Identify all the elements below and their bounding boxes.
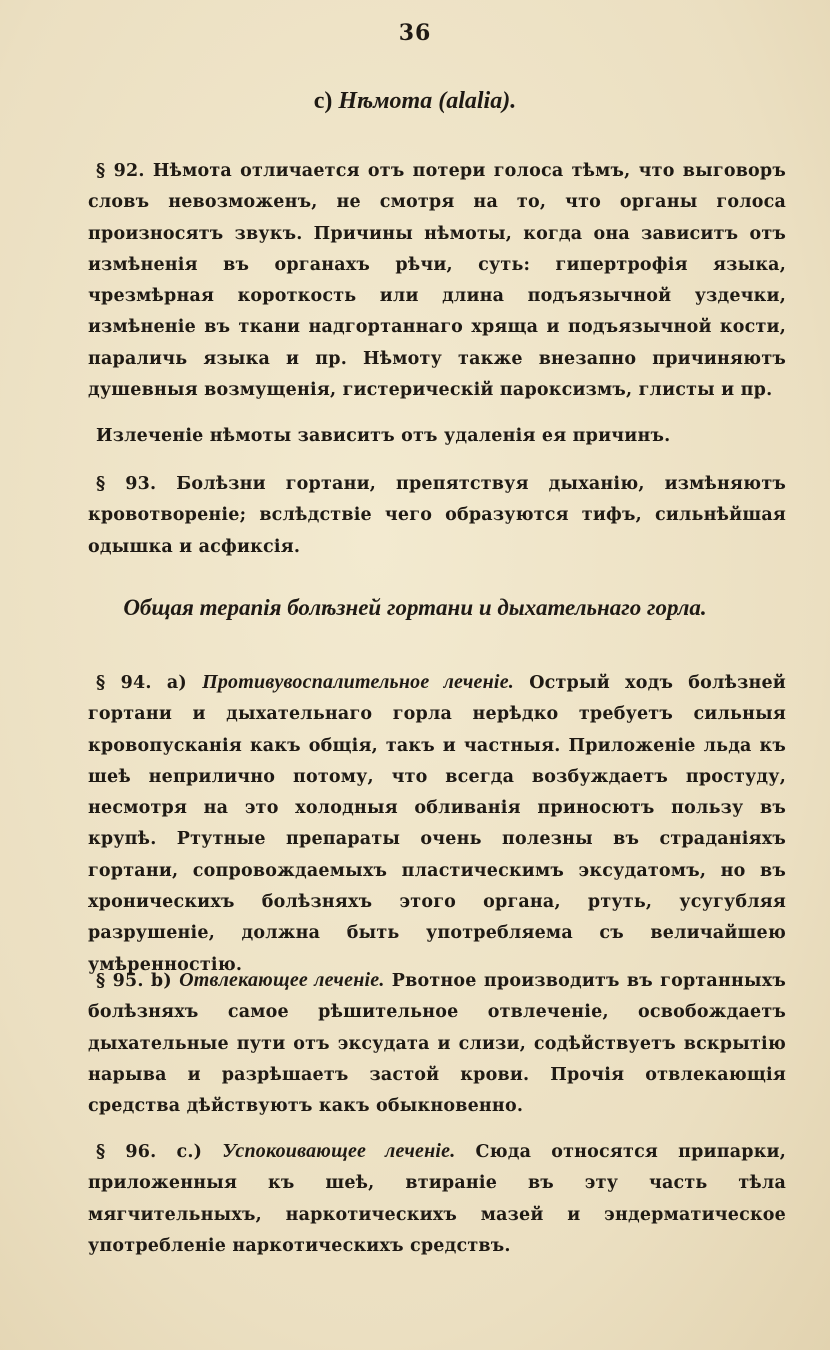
list-marker: a) [166, 673, 187, 693]
heading-title: Нѣмота [338, 88, 433, 114]
paragraph-95 [88, 965, 786, 1122]
paragraph-93 [88, 469, 786, 563]
page-number: 36 [398, 20, 432, 46]
paragraph-text: Рвотное производитъ въ гортанныхъ болѣзняхъ самое рѣшительное отвлеченіе, освобождаетъ дыхательные пути отъ эксудата и слизи, содѣйствуетъ вскрытію нарыва и разрѣшаетъ застой крови. Прочія отвлекающія средства дѣйствуютъ какъ обыкновенно. [88, 971, 786, 1117]
paragraph-94 [88, 667, 786, 981]
section-heading-muteness [0, 88, 830, 115]
paragraph-cure [88, 421, 786, 452]
paragraph-text: Болѣзни гортани, препятствуя дыханію, измѣняютъ кровотвореніе; вслѣдствіе чего образуются тифъ, сильнѣйшая одышка и асфиксія. [88, 474, 786, 557]
list-marker: b) [150, 971, 172, 991]
list-marker: c.) [176, 1142, 203, 1162]
section-heading-therapy: Общая терапія болѣзней гортани и дыхательнаго горла. [123, 595, 707, 620]
treatment-title: Отвлекающее леченіе. [179, 969, 385, 991]
paragraph-96 [88, 1136, 786, 1262]
section-number: § 96. [96, 1142, 157, 1162]
treatment-title: Противувоспалительное леченіе. [202, 671, 514, 693]
heading-letter: c) [313, 88, 333, 114]
section-number: § 94. [96, 673, 152, 693]
paragraph-text: Нѣмота отличается отъ потери голоса тѣмъ, что выговоръ словъ невозможенъ, не смотря на то, что органы голоса произносятъ звукъ. Причины нѣмоты, когда она зависитъ отъ измѣненія въ органахъ рѣчи, суть: гипертрофія языка, чрезмѣрная короткость или длина подъязычной уздечки, измѣненіе въ ткани надгортаннаго хряща и подъязычной кости, параличь языка и пр. Нѣмоту также внезапно причиняютъ душевныя возмущенія, гистерическій пароксизмъ, глисты и пр. [88, 161, 786, 401]
treatment-title: Успокоивающее леченіе. [222, 1140, 456, 1162]
paragraph-text: Острый ходъ болѣзней гортани и дыхательнаго горла нерѣдко требуетъ сильныя кровопусканія какъ общія, такъ и частныя. Приложеніе льда къ шеѣ неприлично потому, что всегда возбуждаетъ простуду, несмотря на это холодныя обливанія приносютъ пользу въ крупѣ. Ртутные препараты очень полезны въ страданіяхъ гортани, сопровождаемыхъ пластическимъ эксудатомъ, но въ хроническихъ болѣзняхъ этого органа, ртуть, усугубляя разрушеніе, должна быть употребляема съ величайшею умѣренностію. [88, 673, 786, 975]
section-number: § 93. [96, 474, 157, 494]
paragraph-text: Излеченіе нѣмоты зависитъ отъ удаленія ея причинъ. [96, 426, 671, 446]
heading-latin: (alalia). [438, 88, 517, 114]
paragraph-92 [88, 156, 786, 406]
section-number: § 95. [96, 971, 144, 991]
section-number: § 92. [96, 161, 145, 181]
paragraph-text: Сюда относятся припарки, приложенныя къ шеѣ, втираніе въ эту часть тѣла мягчительныхъ, наркотическихъ мазей и эндерматическое употребленіе наркотическихъ средствъ. [88, 1142, 787, 1256]
